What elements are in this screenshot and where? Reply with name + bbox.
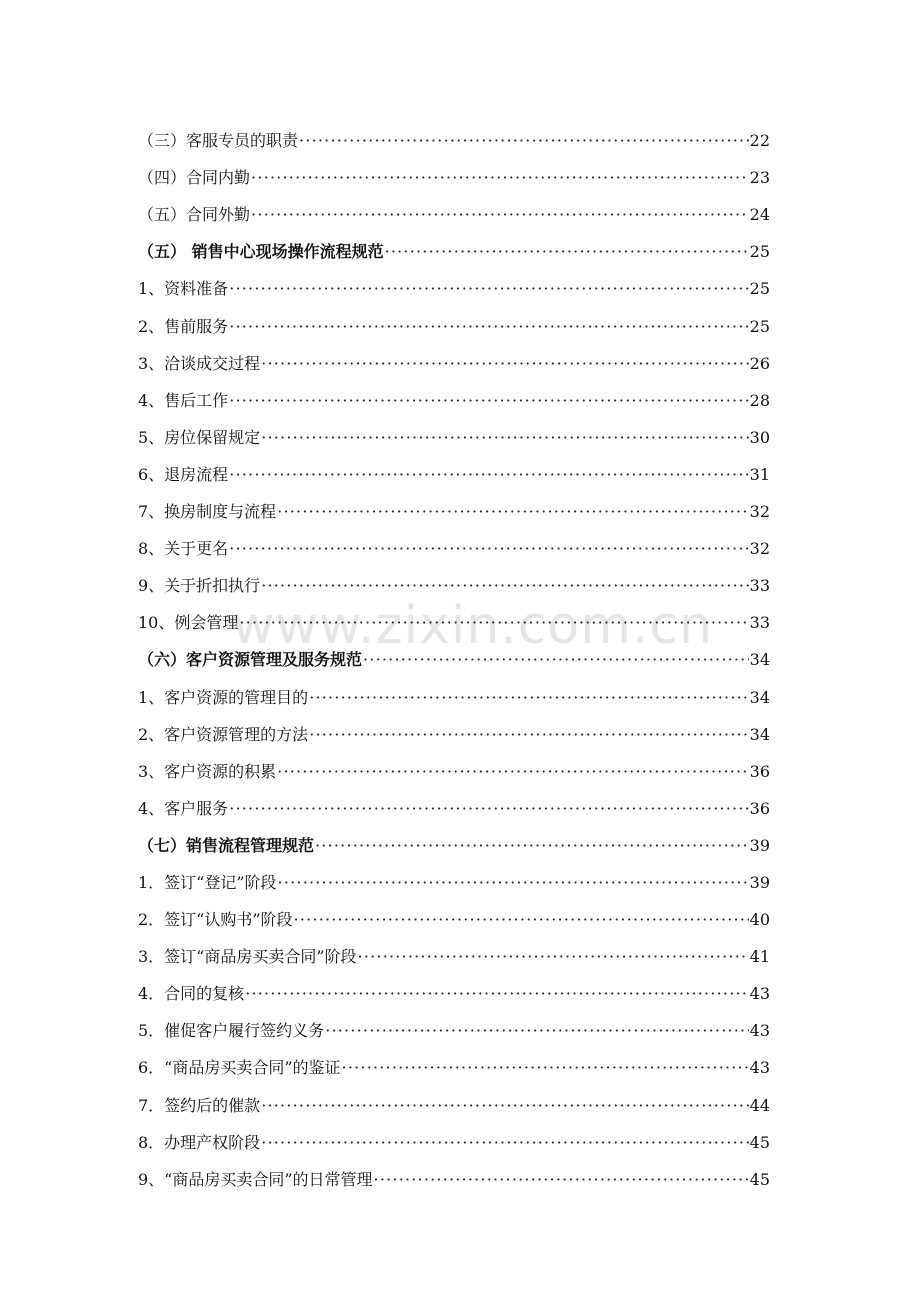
toc-entry[interactable] (138, 116, 770, 153)
toc-entry[interactable] (138, 1006, 770, 1043)
table-of-contents (138, 116, 770, 1192)
toc-entry[interactable] (138, 858, 770, 895)
toc-entry-page-number: 28 (749, 390, 770, 410)
toc-dot-leader (315, 836, 749, 858)
toc-entry-page-number: 45 (749, 1132, 770, 1152)
toc-entry[interactable] (138, 264, 770, 301)
toc-entry-title: （五） 销售中心现场操作流程规范 (138, 242, 384, 262)
toc-entry[interactable] (138, 1118, 770, 1155)
toc-dot-leader (261, 428, 748, 450)
toc-entry[interactable] (138, 635, 770, 672)
toc-dot-leader (358, 947, 749, 969)
toc-entry-page-number: 25 (749, 279, 770, 299)
toc-entry-title: （四）合同内勤 (138, 168, 251, 188)
toc-dot-leader (342, 1058, 749, 1080)
toc-entry[interactable] (138, 524, 770, 561)
toc-dot-leader (229, 391, 748, 413)
toc-entry-title: （五）合同外勤 (138, 205, 251, 225)
toc-entry-title: 2．签订“认购书”阶段 (138, 910, 293, 930)
toc-entry-page-number: 41 (749, 947, 770, 967)
toc-entry-title: 9、“商品房买卖合同”的日常管理 (138, 1169, 373, 1189)
toc-entry[interactable] (138, 821, 770, 858)
toc-entry-title: 1、客户资源的管理目的 (138, 687, 309, 707)
toc-dot-leader (277, 502, 748, 524)
toc-dot-leader (261, 576, 748, 598)
toc-entry-page-number: 45 (749, 1169, 770, 1189)
toc-dot-leader (363, 650, 749, 672)
toc-entry-page-number: 36 (749, 761, 770, 781)
toc-entry-title: 8．办理产权阶段 (138, 1132, 261, 1152)
toc-entry-page-number: 39 (749, 872, 770, 892)
toc-entry-title: 6、退房流程 (138, 464, 229, 484)
toc-dot-leader (299, 131, 749, 153)
toc-dot-leader (309, 725, 748, 747)
toc-entry-title: 7．签约后的催款 (138, 1095, 261, 1115)
toc-entry-page-number: 34 (749, 724, 770, 744)
toc-entry-page-number: 32 (749, 539, 770, 559)
toc-entry[interactable] (138, 413, 770, 450)
toc-entry-page-number: 36 (749, 798, 770, 818)
toc-dot-leader (325, 1021, 748, 1043)
toc-entry[interactable] (138, 672, 770, 709)
watermark: www.zixin.com.cn (232, 596, 713, 656)
toc-entry[interactable] (138, 969, 770, 1006)
toc-entry[interactable] (138, 1043, 770, 1080)
toc-entry-page-number: 34 (749, 650, 770, 670)
toc-dot-leader (294, 910, 749, 932)
toc-entry[interactable] (138, 561, 770, 598)
toc-dot-leader (245, 984, 748, 1006)
toc-dot-leader (278, 873, 749, 895)
toc-entry-page-number: 23 (749, 168, 770, 188)
toc-entry-title: （七）销售流程管理规范 (138, 835, 315, 855)
toc-entry-page-number: 32 (749, 502, 770, 522)
toc-entry[interactable] (138, 227, 770, 264)
toc-entry-page-number: 26 (749, 353, 770, 373)
toc-dot-leader (261, 354, 748, 376)
toc-dot-leader (251, 205, 749, 227)
toc-entry-page-number: 30 (749, 427, 770, 447)
toc-entry-title: 2、售前服务 (138, 316, 229, 336)
toc-entry-title: 9、关于折扣执行 (138, 576, 261, 596)
toc-entry[interactable] (138, 450, 770, 487)
toc-dot-leader (229, 317, 748, 339)
toc-entry[interactable] (138, 1155, 770, 1192)
toc-entry-title: 1、资料准备 (138, 279, 229, 299)
toc-entry[interactable] (138, 1080, 770, 1117)
toc-dot-leader (261, 1133, 748, 1155)
toc-entry-title: 4．合同的复核 (138, 984, 245, 1004)
toc-entry-title: 1．签订“登记”阶段 (138, 872, 277, 892)
toc-entry-title: （六）客户资源管理及服务规范 (138, 650, 363, 670)
toc-entry-page-number: 44 (749, 1095, 770, 1115)
toc-entry-page-number: 43 (749, 984, 770, 1004)
toc-entry-title: 2、客户资源管理的方法 (138, 724, 309, 744)
toc-entry[interactable] (138, 376, 770, 413)
toc-dot-leader (251, 168, 749, 190)
toc-dot-leader (261, 1096, 748, 1118)
toc-entry-title: 6．“商品房买卖合同”的鉴证 (138, 1058, 341, 1078)
toc-entry-page-number: 24 (749, 205, 770, 225)
toc-entry-title: 3、客户资源的积累 (138, 761, 277, 781)
toc-entry[interactable] (138, 190, 770, 227)
toc-dot-leader (277, 762, 748, 784)
toc-dot-leader (309, 688, 748, 710)
toc-dot-leader (229, 279, 748, 301)
toc-dot-leader (229, 539, 748, 561)
toc-entry[interactable] (138, 339, 770, 376)
toc-dot-leader (385, 242, 749, 264)
toc-entry[interactable] (138, 932, 770, 969)
toc-dot-leader (374, 1170, 749, 1192)
toc-entry-title: 4、客户服务 (138, 798, 229, 818)
toc-entry[interactable] (138, 301, 770, 338)
toc-entry-title: 5、房位保留规定 (138, 427, 261, 447)
toc-dot-leader (229, 799, 748, 821)
toc-entry-page-number: 33 (749, 576, 770, 596)
toc-entry-title: 3、洽谈成交过程 (138, 353, 261, 373)
toc-entry-page-number: 39 (749, 835, 770, 855)
toc-entry[interactable] (138, 895, 770, 932)
toc-entry-title: （三）客服专员的职责 (138, 131, 299, 151)
toc-entry[interactable] (138, 487, 770, 524)
toc-entry-page-number: 25 (749, 316, 770, 336)
toc-entry-page-number: 22 (749, 131, 770, 151)
toc-entry-page-number: 43 (749, 1058, 770, 1078)
toc-entry[interactable] (138, 153, 770, 190)
toc-entry-page-number: 25 (749, 242, 770, 262)
toc-entry-title: 3．签订“商品房买卖合同”阶段 (138, 947, 357, 967)
toc-entry[interactable] (138, 747, 770, 784)
toc-dot-leader (239, 613, 748, 635)
toc-entry[interactable] (138, 598, 770, 635)
toc-entry-page-number: 34 (749, 687, 770, 707)
toc-entry-title: 10、例会管理 (138, 613, 239, 633)
toc-entry-title: 8、关于更名 (138, 539, 229, 559)
toc-dot-leader (229, 465, 748, 487)
toc-entry[interactable] (138, 784, 770, 821)
toc-entry-title: 4、售后工作 (138, 390, 229, 410)
toc-entry-page-number: 40 (749, 910, 770, 930)
toc-entry-page-number: 31 (749, 464, 770, 484)
toc-entry-page-number: 33 (749, 613, 770, 633)
toc-entry-page-number: 43 (749, 1021, 770, 1041)
toc-entry-title: 5．催促客户履行签约义务 (138, 1021, 325, 1041)
toc-entry-title: 7、换房制度与流程 (138, 502, 277, 522)
toc-entry[interactable] (138, 710, 770, 747)
